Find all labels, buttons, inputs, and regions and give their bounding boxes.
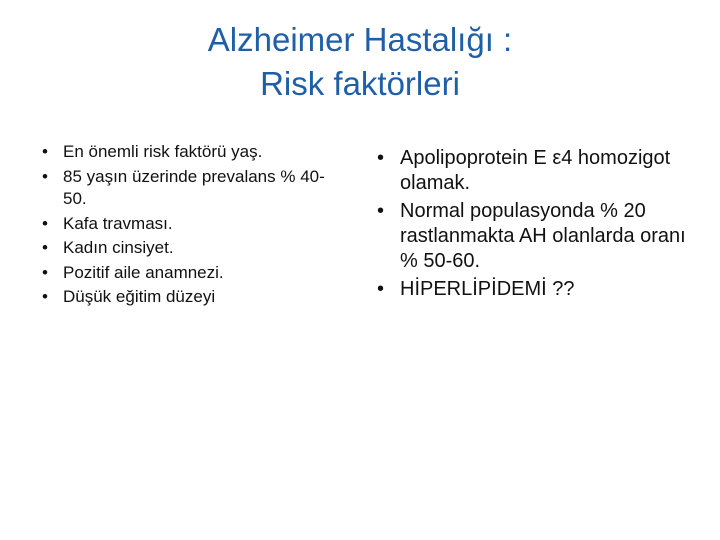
list-item-text: Normal populasyonda % 20 rastlanmakta AH olanlarda oranı % 50-60. (400, 200, 686, 272)
list-item (36, 237, 346, 260)
title-line-2: Risk faktörleri (260, 65, 460, 102)
list-item (370, 146, 690, 196)
list-item (370, 199, 690, 274)
list-item (36, 213, 346, 236)
bullet-icon: • (42, 287, 48, 306)
list-item (36, 141, 346, 164)
bullet-icon: • (42, 238, 48, 257)
bullet-icon: • (42, 142, 48, 161)
bullet-icon: • (377, 147, 385, 169)
bullet-icon: • (42, 262, 48, 282)
left-bullet-list (36, 141, 346, 311)
list-item-text: Apolipoprotein E ε4 homozigot olamak. (400, 147, 671, 194)
list-item (370, 277, 690, 302)
list-item (36, 166, 346, 211)
list-item-text: Düşük eğitim düzeyi (63, 287, 216, 306)
list-item-text: Pozitif aile anamnezi. (63, 262, 224, 282)
bullet-icon: • (377, 278, 385, 300)
bullet-icon: • (42, 213, 48, 233)
title-line-1: Alzheimer Hastalığı : (207, 21, 513, 58)
list-item (36, 286, 346, 309)
list-item (36, 262, 346, 285)
bullet-icon: • (377, 200, 385, 222)
list-item-text: 85 yaşın üzerinde prevalans % 40-50. (63, 166, 325, 208)
slide-title (0, 18, 720, 106)
bullet-icon: • (42, 166, 48, 186)
list-item-text: En önemli risk faktörü yaş. (63, 142, 263, 161)
list-item-text: Kafa travması. (63, 213, 173, 233)
right-bullet-list (370, 146, 690, 305)
list-item-text: Kadın cinsiyet. (63, 238, 174, 257)
list-item-text: HİPERLİPİDEMİ ?? (400, 278, 575, 300)
